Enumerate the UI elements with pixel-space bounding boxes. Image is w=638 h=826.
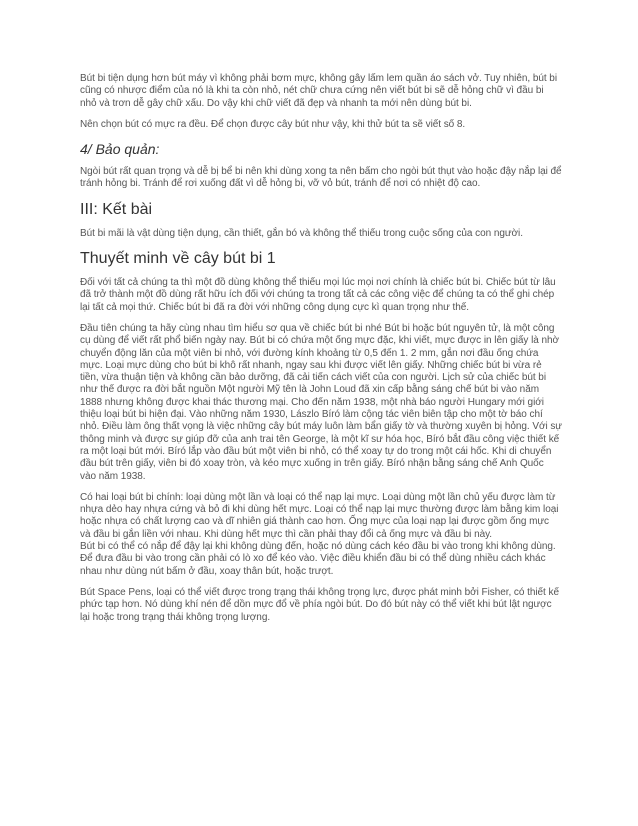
heading-conclusion: III: Kết bài (80, 200, 153, 218)
paragraph-preservation: Ngòi bút rất quan trọng và dễ bị bể bi nên khi dùng xong ta nên bấm cho ngòi bút thụt vào hoặc đậy nắp lại để tránh hỏng bi. Tránh để rơi xuống đất vì dễ hỏng bi, vỡ vỏ bút, tránh để nơi có nhiệt độ cao. (80, 166, 562, 190)
paragraph-choose-pen: Nên chọn bút có mực ra đều. Để chọn được cây bút như vậy, khi thử bút ta sẽ viết số 8. (80, 118, 466, 130)
paragraph-cap-mechanism: Bút bi có thể có nắp để đậy lại khi không dùng đến, hoặc nó dùng cách kéo đầu bi vào trong khi không dùng. Để đưa đầu bi vào trong cần phải có lò xo để kéo vào. Việc điều khiển đầu bi có thể dùng nhiều cách khác nhau như dùng nút bấm ở đầu, xoay thân bút, hoặc trượt. (80, 541, 556, 577)
paragraph-history: Đầu tiên chúng ta hãy cùng nhau tìm hiểu sơ qua về chiếc bút bi nhé Bút bi hoặc bút nguyên tử, là một công cụ dùng để viết rất phổ biến ngày nay. Bút bi có chứa một ống mực đặc, khi viết, mực được in lên giấy là nhờ chuyển động lăn của một viên bi nhỏ, với đường kính khoảng từ 0,5 đến 1. 2 mm, gắn nơi đầu ống chứa mực. Loại mực dùng cho bút bi khô rất nhanh, ngay sau khi được viết lên giấy. Những chiếc bút bi vừa rẻ tiền, vừa thuận tiện và không cần bảo dưỡng, đã cải tiến cách viết của con người. Lịch sử của chiếc bút bi như thế được ra đời bắt nguồn Một người Mỹ tên là John Loud đã xin cấp bằng sáng chế bút bi vào năm 1888 nhưng không được khai thác thương mại. Cho đến năm 1938, một nhà báo người Hungary mới giới thiệu loại bút bi hiện đại. Vào những năm 1930, Lászlo Bíró làm cộng tác viên biên tập cho một tờ báo chí nhỏ. Điều làm ông thất vọng là việc những cây bút máy luôn làm bẩn giấy tờ và thường xuyên bị hỏng. Với sự thông minh và được sự giúp đỡ của anh trai tên George, là một kĩ sư hóa học, Bíró bắt đầu công việc thiết kế ra một loại bút mới. Bíró lắp vào đầu bút một viên bi nhỏ, có thể xoay tự do trong một cái hốc. Khi di chuyển đầu bút trên giấy, viên bi đó xoay tròn, và kéo mực xuống in trên giấy. Bíró nhận bằng sáng chế Anh Quốc vào năm 1938. (80, 322, 562, 482)
paragraph-ballpoint-convenience: Bút bi tiện dụng hơn bút máy vì không phải bơm mực, không gây lấm lem quần áo sách vở. Tuy nhiên, bút bi cũng có nhược điểm của nó là khi ta còn nhỏ, nét chữ chưa cứng nên viết bút bi sẽ dễ hỏng chữ vì đầu bi nhỏ và trơn dễ gây chữ xấu. Do vậy khi chữ viết đã đẹp và nhanh ta mới nên dùng bút bi. (80, 73, 557, 109)
heading-preservation: 4/ Bảo quản: (80, 141, 160, 158)
paragraph-space-pens: Bút Space Pens, loại có thể viết được trong trạng thái không trọng lực, được phát minh bởi Fisher, có thiết kế phức tạp hơn. Nó dùng khí nén để dồn mực đổ về phía ngòi bút. Do đó bút này có thể viết khi bút lật ngược lại hoặc trong trạng thái không trọng lượng. (80, 586, 559, 623)
paragraph-types: Có hai loại bút bi chính: loại dùng một lần và loại có thể nạp lại mực. Loại dùng một lần chủ yếu được làm từ nhựa dẻo hay nhựa cứng và bỏ đi khi dùng hết mực. Loại có thể nạp lại mực thường được làm bằng kim loại hoặc nhựa có chất lượng cao và dĩ nhiên giá thành cao hơn. Ống mực của loại nạp lại được gồm ống mực và đầu bi gắn liền với nhau. Khi dùng hết mực thì cần phải thay đổi cả ống mực và đầu bi này. (80, 491, 559, 540)
document-body (80, 73, 562, 633)
heading-essay-1: Thuyết minh về cây bút bi 1 (80, 250, 276, 268)
paragraph-intro: Đối với tất cả chúng ta thì một đồ dùng không thể thiếu mọi lúc mọi nơi chính là chiếc bút bi. Chiếc bút từ lâu đã trở thành một đồ dùng rất hữu ích đối với chúng ta trong tất cả các công việc để chúng ta có thể ghi chép lại tất cả mọi thứ. Chiếc bút bi đã ra đời với những công dụng cực kì quan trọng như thế. (80, 277, 556, 313)
paragraph-conclusion: Bút bi mãi là vật dùng tiện dụng, cần thiết, gắn bó và không thể thiếu trong cuộc sống của con người. (80, 227, 523, 239)
